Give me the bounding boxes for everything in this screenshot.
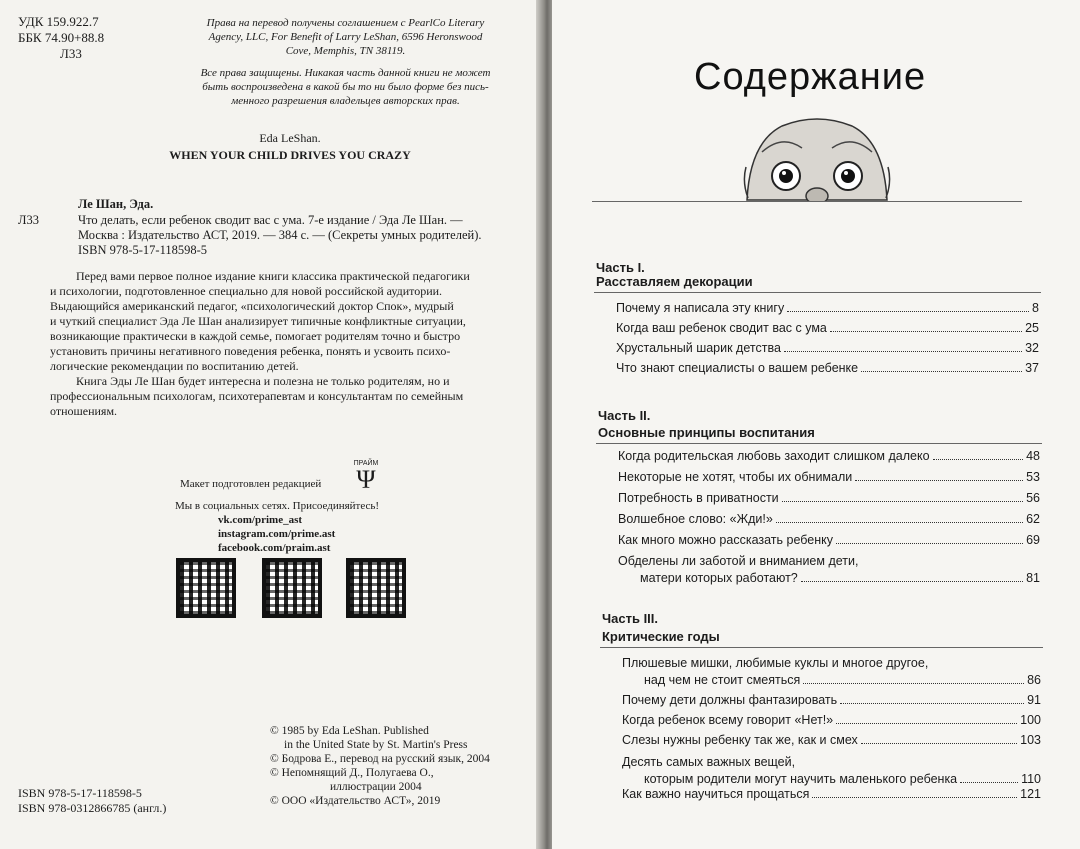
social-link-facebook[interactable]: facebook.com/praim.ast	[218, 542, 331, 554]
prime-logo	[348, 460, 384, 493]
toc-page-number: 110	[1021, 772, 1041, 786]
copyright-line: иллюстрации 2004	[330, 781, 422, 793]
udk-block	[18, 14, 104, 62]
toc-entry-title: Когда родительская любовь заходит слишком далеко	[618, 449, 930, 463]
toc-page-number: 86	[1027, 673, 1041, 687]
toc-entry[interactable]	[616, 340, 1039, 356]
toc-entry-title: Потребность в приватности	[618, 491, 779, 505]
toc-entry[interactable]	[616, 320, 1039, 336]
title-divider	[592, 201, 1022, 202]
copyright-line: © Бодрова Е., перевод на русский язык, 2004	[270, 753, 490, 765]
udk-line: УДК 159.922.7	[18, 14, 99, 29]
toc-page-number: 32	[1025, 341, 1039, 355]
toc-page-number: 25	[1025, 321, 1039, 335]
rights-line: Все права защищены. Никакая часть данной книги не может	[200, 67, 491, 79]
description-line: возникающие практически в каждой семье, помогает родителям точно и быстро	[50, 329, 461, 343]
toc-entry[interactable]	[644, 771, 1041, 787]
bald-head-illustration	[742, 112, 892, 202]
author-mark: Л33	[60, 46, 82, 61]
description-line: Книга Эды Ле Шан будет интересна и полезна не только родителям, но и	[76, 374, 450, 388]
toc-page-number: 91	[1027, 693, 1041, 707]
description-line: отношениям.	[50, 404, 118, 418]
toc-leader-dots	[801, 581, 1023, 582]
isbn-en: ISBN 978-0312866785 (англ.)	[18, 801, 167, 815]
title-en: WHEN YOUR CHILD DRIVES YOU CRAZY	[169, 148, 411, 162]
toc-entry[interactable]	[644, 672, 1041, 688]
toc-leader-dots	[960, 782, 1018, 783]
toc-entry[interactable]	[616, 300, 1039, 316]
toc-entry-title: матери которых работают?	[640, 571, 798, 585]
bibliographic-record	[78, 213, 518, 258]
qr-code-instagram[interactable]	[262, 558, 322, 618]
description-line: установить причины негативного поведения ребенка, понять и усвоить психо-	[50, 344, 451, 358]
copyright-line: © 1985 by Eda LeShan. Published	[270, 725, 429, 737]
toc-leader-dots	[855, 480, 1023, 481]
toc-leader-dots	[784, 351, 1022, 352]
description-line: профессиональным психологам, психотерапевтам и консультантам по семейным	[50, 389, 464, 403]
social-links	[218, 513, 335, 555]
toc-part-heading: Критические годы	[602, 629, 720, 644]
toc-page-number: 69	[1026, 533, 1040, 547]
toc-part-label: Часть II.	[598, 408, 651, 423]
toc-leader-dots	[836, 723, 1017, 724]
part-divider	[596, 443, 1042, 444]
qr-code-vk[interactable]	[176, 558, 236, 618]
author-en: Eda LeShan.	[259, 131, 321, 145]
toc-entry-title: Хрустальный шарик детства	[616, 341, 781, 355]
toc-entry-title: которым родители могут научить маленького ребенка	[644, 772, 958, 786]
translation-rights	[178, 16, 513, 58]
part-divider	[594, 292, 1041, 293]
social-link-instagram[interactable]: instagram.com/prime.ast	[218, 528, 336, 540]
toc-entry[interactable]	[618, 469, 1040, 485]
toc-entry-title: Когда ваш ребенок сводит вас с ума	[616, 321, 827, 335]
author-ru: Ле Шан, Эда.	[78, 197, 154, 211]
toc-leader-dots	[787, 311, 1029, 312]
toc-entry[interactable]	[622, 786, 1041, 802]
part-divider	[600, 647, 1043, 648]
toc-page-number: 100	[1020, 713, 1041, 727]
bbk-line: ББК 74.90+88.8	[18, 30, 105, 45]
toc-entry-title: Когда ребенок всему говорит «Нет!»	[622, 713, 834, 727]
biblio-isbn: ISBN 978-5-17-118598-5	[78, 243, 208, 257]
toc-entry-title: Как много можно рассказать ребенку	[618, 533, 834, 547]
toc-title: Содержание	[694, 56, 927, 98]
biblio-line: Что делать, если ребенок сводит вас с ума. 7-е издание / Эда Ле Шан. —	[78, 213, 463, 227]
toc-part-heading: Расставляем декорации	[596, 274, 753, 289]
toc-page-number: 121	[1020, 787, 1041, 801]
description-line: и чуткий специалист Эда Ле Шан анализирует типичные конфликтные ситуации,	[50, 314, 466, 328]
toc-page-number: 48	[1026, 449, 1040, 463]
toc-entry[interactable]	[618, 490, 1040, 506]
social-link-vk[interactable]: vk.com/prime_ast	[218, 514, 303, 526]
all-rights-notice	[178, 66, 513, 108]
toc-entry-title: Почему я написала эту книгу	[616, 301, 785, 315]
toc-page-number: 62	[1026, 512, 1040, 526]
toc-leader-dots	[840, 703, 1024, 704]
qr-code-facebook[interactable]	[346, 558, 406, 618]
toc-page-number: 81	[1026, 571, 1040, 585]
toc-entry[interactable]	[618, 532, 1040, 548]
copyright-line: © Непомнящий Д., Полугаева О.,	[270, 767, 434, 779]
rights-line: Права на перевод получены соглашением с PearlCo Literary	[206, 17, 485, 29]
catalog-code: Л33	[18, 213, 39, 227]
toc-part-heading: Основные принципы воспитания	[598, 425, 815, 440]
isbn-ru: ISBN 978-5-17-118598-5	[18, 786, 142, 800]
toc-leader-dots	[836, 543, 1023, 544]
prime-logo-text: ПРАЙМ	[353, 460, 379, 467]
book-description	[50, 269, 516, 419]
toc-page-number: 103	[1020, 733, 1041, 747]
rights-line: быть воспроизведена в какой бы то ни было форме без пись-	[202, 81, 489, 93]
toc-entry-title[interactable]: Десять самых важных вещей,	[622, 755, 796, 769]
prime-note: Макет подготовлен редакцией	[180, 478, 322, 490]
toc-entry-title: над чем не стоит смеяться	[644, 673, 801, 687]
copyright-line: in the United State by St. Martin's Press	[284, 739, 468, 751]
biblio-line: Москва : Издательство АСТ, 2019. — 384 с. — (Секреты умных родителей).	[78, 228, 482, 242]
toc-entry[interactable]	[622, 732, 1041, 748]
toc-leader-dots	[830, 331, 1022, 332]
rights-line: Cove, Memphis, TN 38119.	[285, 45, 406, 57]
toc-leader-dots	[861, 371, 1022, 372]
copyright-line: © ООО «Издательство АСТ», 2019	[270, 795, 441, 807]
toc-entry[interactable]	[622, 712, 1041, 728]
toc-leader-dots	[933, 459, 1024, 460]
toc-entry[interactable]	[618, 511, 1040, 527]
description-line: и психологии, подготовленное специально для новой российской аудитории.	[50, 284, 443, 298]
toc-leader-dots	[782, 501, 1023, 502]
toc-entry-title: Некоторые не хотят, чтобы их обнимали	[618, 470, 853, 484]
toc-page-number: 8	[1032, 301, 1039, 315]
toc-entry-title[interactable]: Плюшевые мишки, любимые куклы и многое другое,	[622, 656, 929, 670]
toc-entry-title: Слезы нужны ребенку так же, как и смех	[622, 733, 858, 747]
original-title-block	[140, 130, 440, 164]
toc-page-number: 53	[1026, 470, 1040, 484]
toc-entry[interactable]	[616, 360, 1039, 376]
toc-entry[interactable]	[618, 448, 1040, 464]
toc-page-number: 37	[1025, 361, 1039, 375]
description-line: логические рекомендации по воспитанию детей.	[50, 359, 299, 373]
toc-entry[interactable]	[640, 570, 1040, 586]
toc-entry-title: Как важно научиться прощаться	[622, 787, 810, 801]
toc-part-label: Часть III.	[602, 611, 659, 626]
toc-entry-title[interactable]: Обделены ли заботой и вниманием дети,	[618, 554, 859, 568]
toc-leader-dots	[803, 683, 1024, 684]
rights-line: Agency, LLC, For Benefit of Larry LeShan, 6596 Heronswood	[208, 31, 483, 43]
rights-line: менного разрешения владельцев авторских прав.	[231, 95, 460, 107]
right-page	[552, 0, 1080, 849]
description-line: Перед вами первое полное издание книги классика практической педагогики	[76, 269, 470, 283]
toc-entry-title: Волшебное слово: «Жди!»	[618, 512, 773, 526]
toc-page-number: 56	[1026, 491, 1040, 505]
toc-entry-title: Что знают специалисты о вашем ребенке	[616, 361, 859, 375]
toc-leader-dots	[812, 797, 1017, 798]
social-intro: Мы в социальных сетях. Присоединяйтесь!	[175, 500, 380, 512]
toc-leader-dots	[861, 743, 1017, 744]
isbn-block	[18, 786, 166, 816]
psi-icon: Ψ	[356, 465, 376, 494]
description-line: Выдающийся американский педагог, «психологический доктор Спок», мудрый	[50, 299, 454, 313]
toc-leader-dots	[776, 522, 1023, 523]
toc-part-label: Часть I.	[596, 260, 645, 275]
copyright-block	[270, 724, 490, 808]
toc-entry[interactable]	[622, 692, 1041, 708]
toc-entry-title: Почему дети должны фантазировать	[622, 693, 838, 707]
